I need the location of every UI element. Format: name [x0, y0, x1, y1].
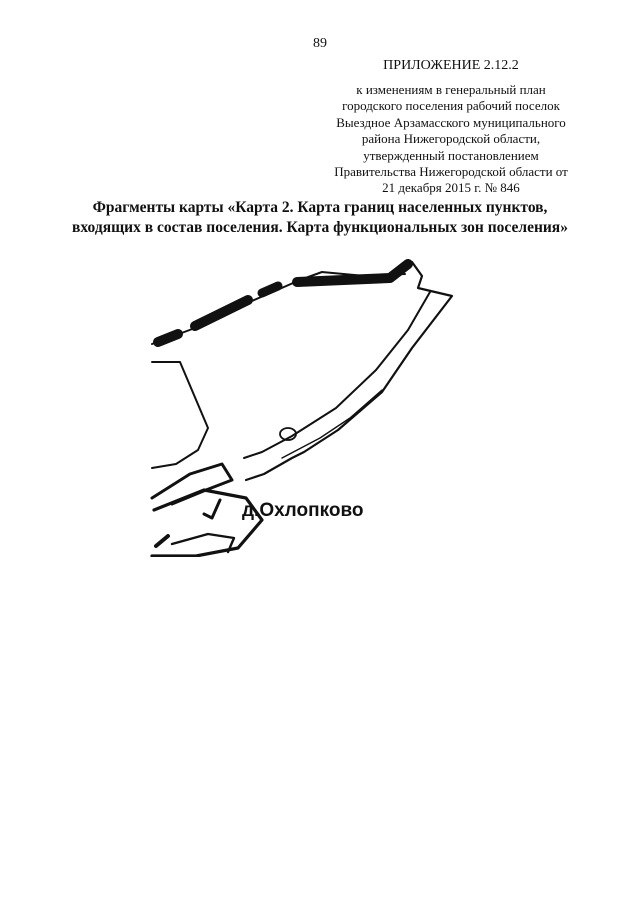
appendix-subtitle: [330, 82, 572, 197]
appendix-line: утвержденный постановлением: [363, 147, 539, 163]
zone-contour: [152, 464, 232, 504]
road-outline: [282, 390, 382, 458]
road-outline: [246, 262, 452, 480]
appendix-line: района Нижегородской области,: [361, 131, 541, 147]
document-title-line: Фрагменты карты «Карта 2. Карта границ населенных пунктов,: [92, 199, 548, 216]
boundary-thick-segment: [158, 334, 178, 342]
appendix-line: Правительства Нижегородской области от: [334, 164, 568, 180]
appendix-line: 21 декабря 2015 г. № 846: [382, 180, 520, 196]
appendix-line: городского поселения рабочий поселок: [342, 98, 560, 114]
map-fragment: [150, 252, 470, 557]
label-pointer: [204, 500, 220, 518]
settlement-label: д.Охлопково: [242, 500, 364, 521]
appendix-line: к изменениям в генеральный план: [356, 82, 546, 97]
document-title-line: входящих в состав поселения. Карта функциональных зон поселения»: [72, 219, 568, 236]
road-outline: [244, 292, 430, 458]
boundary-thick-segment: [195, 300, 248, 326]
page-number: 89: [313, 36, 327, 51]
appendix-line: Выездное Арзамасского муниципального: [336, 114, 566, 130]
zone-contour: [152, 362, 208, 468]
document-title: [60, 198, 580, 238]
boundary-thick-segment: [297, 264, 408, 282]
zone-contour: [156, 536, 168, 546]
appendix-title: ПРИЛОЖЕНИЕ 2.12.2: [383, 58, 519, 73]
boundary-thick-segment: [262, 286, 278, 293]
